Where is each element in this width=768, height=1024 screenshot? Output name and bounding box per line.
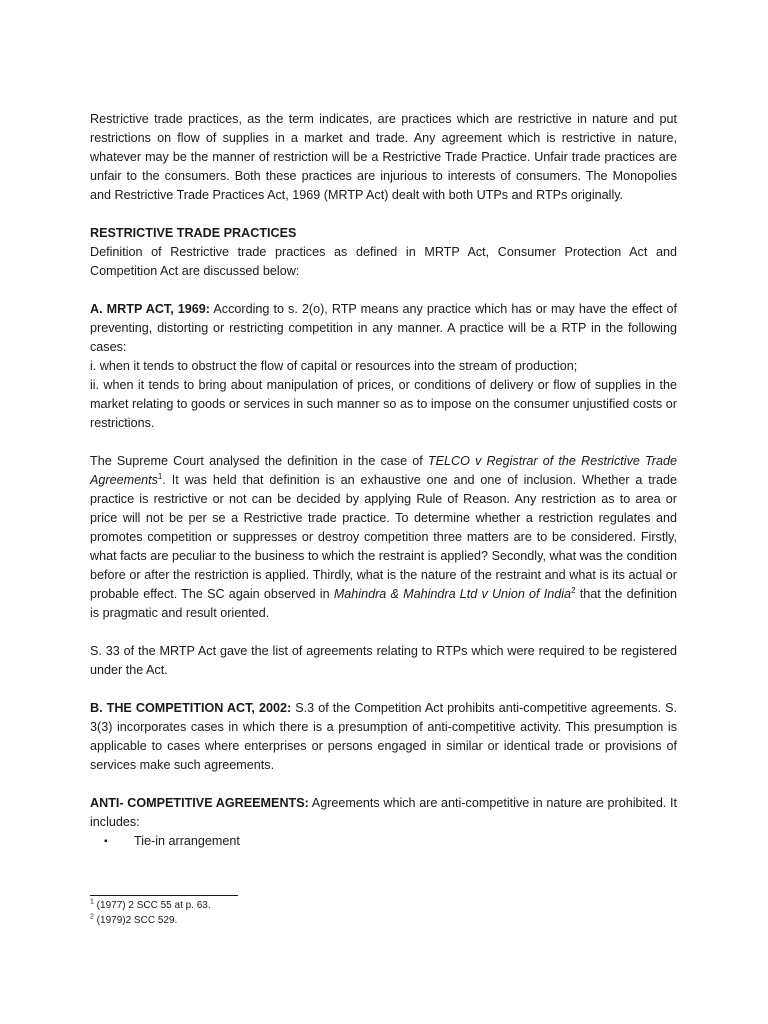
rtp-intro-text: Definition of Restrictive trade practices as defined in MRTP Act, Consumer Protection Act and Competition Act are discussed below: xyxy=(90,245,677,278)
anti-competitive-heading: ANTI- COMPETITIVE AGREEMENTS: xyxy=(90,796,309,810)
footnote-number: 1 xyxy=(90,898,94,906)
footnote-number: 2 xyxy=(90,913,94,921)
square-bullet-icon: ▪ xyxy=(104,836,108,847)
case-citation-telco: TELCO v Registrar of the Restrictive Trade Agreements xyxy=(90,454,677,487)
mrtp-section xyxy=(90,300,677,433)
mrtp-item-i: i. when it tends to obstruct the flow of capital or resources into the stream of production; xyxy=(90,359,578,373)
anti-competitive-section xyxy=(90,794,677,832)
mrtp-heading: A. MRTP ACT, 1969: xyxy=(90,302,210,316)
footnote-separator xyxy=(90,895,238,896)
telco-paragraph xyxy=(90,452,677,623)
telco-text-mid: . It was held that definition is an exhaustive one and one of inclusion. Whether a trade practice is restrictive or not can be decided by applying Rule of Reason. Any restriction as to area or price will not be per se a Restrictive trade practice. To determine whether a restriction regulates and promotes competition or suppresses or destroy competition three matters are to be considered. Firstly, what facts are peculiar to the business to which the restraint is applied? Secondly, what was the condition before or after the restriction is applied. Thirdly, what is the nature of the restraint and what is its actual or probable effect. The SC again observed in xyxy=(90,473,677,601)
footnote-2 xyxy=(90,913,211,928)
anti-competitive-list xyxy=(90,832,677,851)
telco-text-pre: The Supreme Court analysed the definition in the case of xyxy=(90,454,428,468)
mrtp-definition-text: According to s. 2(o), RTP means any practice which has or may have the effect of preventing, distorting or restricting competition in any manner. A practice will be a RTP in the following cases: xyxy=(90,302,677,354)
footnotes xyxy=(90,898,211,928)
list-item-text: Tie-in arrangement xyxy=(134,834,240,848)
document-page xyxy=(90,110,677,851)
telco-text-post: that the definition is pragmatic and result oriented. xyxy=(90,587,678,620)
case-citation-mahindra: Mahindra & Mahindra Ltd v Union of India xyxy=(333,587,572,601)
intro-paragraph: Restrictive trade practices, as the term indicates, are practices which are restrictive in nature and put restrictions on flow of supplies in a market and trade. Any agreement which is restrictive in nature, whatever may be the manner of restriction will be a Restrictive Trade Practice. Unfair trade practices are unfair to the consumers. Both these practices are injurious to interests of consumers. The Monopolies and Restrictive Trade Practices Act, 1969 (MRTP Act) dealt with both UTPs and RTPs originally. xyxy=(90,112,677,202)
mrtp-item-ii: ii. when it tends to bring about manipulation of prices, or conditions of delivery or flow of supplies in the market relating to goods or services in such manner so as to impose on the consumer unjustified costs or restrictions. xyxy=(90,378,677,430)
competition-act-text: S.3 of the Competition Act prohibits anti-competitive agreements. S. 3(3) incorporates cases in which there is a presumption of anti-competitive activity. This presumption is applicable to cases where enterprises or persons engaged in similar or identical trade or provisions of services make such agreements. xyxy=(90,701,677,772)
anti-competitive-text: Agreements which are anti-competitive in nature are prohibited. It includes: xyxy=(90,796,678,829)
footnote-ref-2[interactable]: 2 xyxy=(571,585,576,595)
footnote-1 xyxy=(90,898,211,913)
rtp-section xyxy=(90,224,677,281)
list-item xyxy=(90,832,677,851)
competition-act-section xyxy=(90,699,677,775)
rtp-heading: RESTRICTIVE TRADE PRACTICES xyxy=(90,226,297,240)
competition-act-heading: B. THE COMPETITION ACT, 2002: xyxy=(90,701,292,715)
footnote-text: (1979)2 SCC 529. xyxy=(93,915,178,926)
footnote-ref-1[interactable]: 1 xyxy=(157,471,163,481)
s33-paragraph: S. 33 of the MRTP Act gave the list of agreements relating to RTPs which were required to be registered under the Act. xyxy=(90,644,677,677)
footnote-text: (1977) 2 SCC 55 at p. 63. xyxy=(93,900,211,911)
